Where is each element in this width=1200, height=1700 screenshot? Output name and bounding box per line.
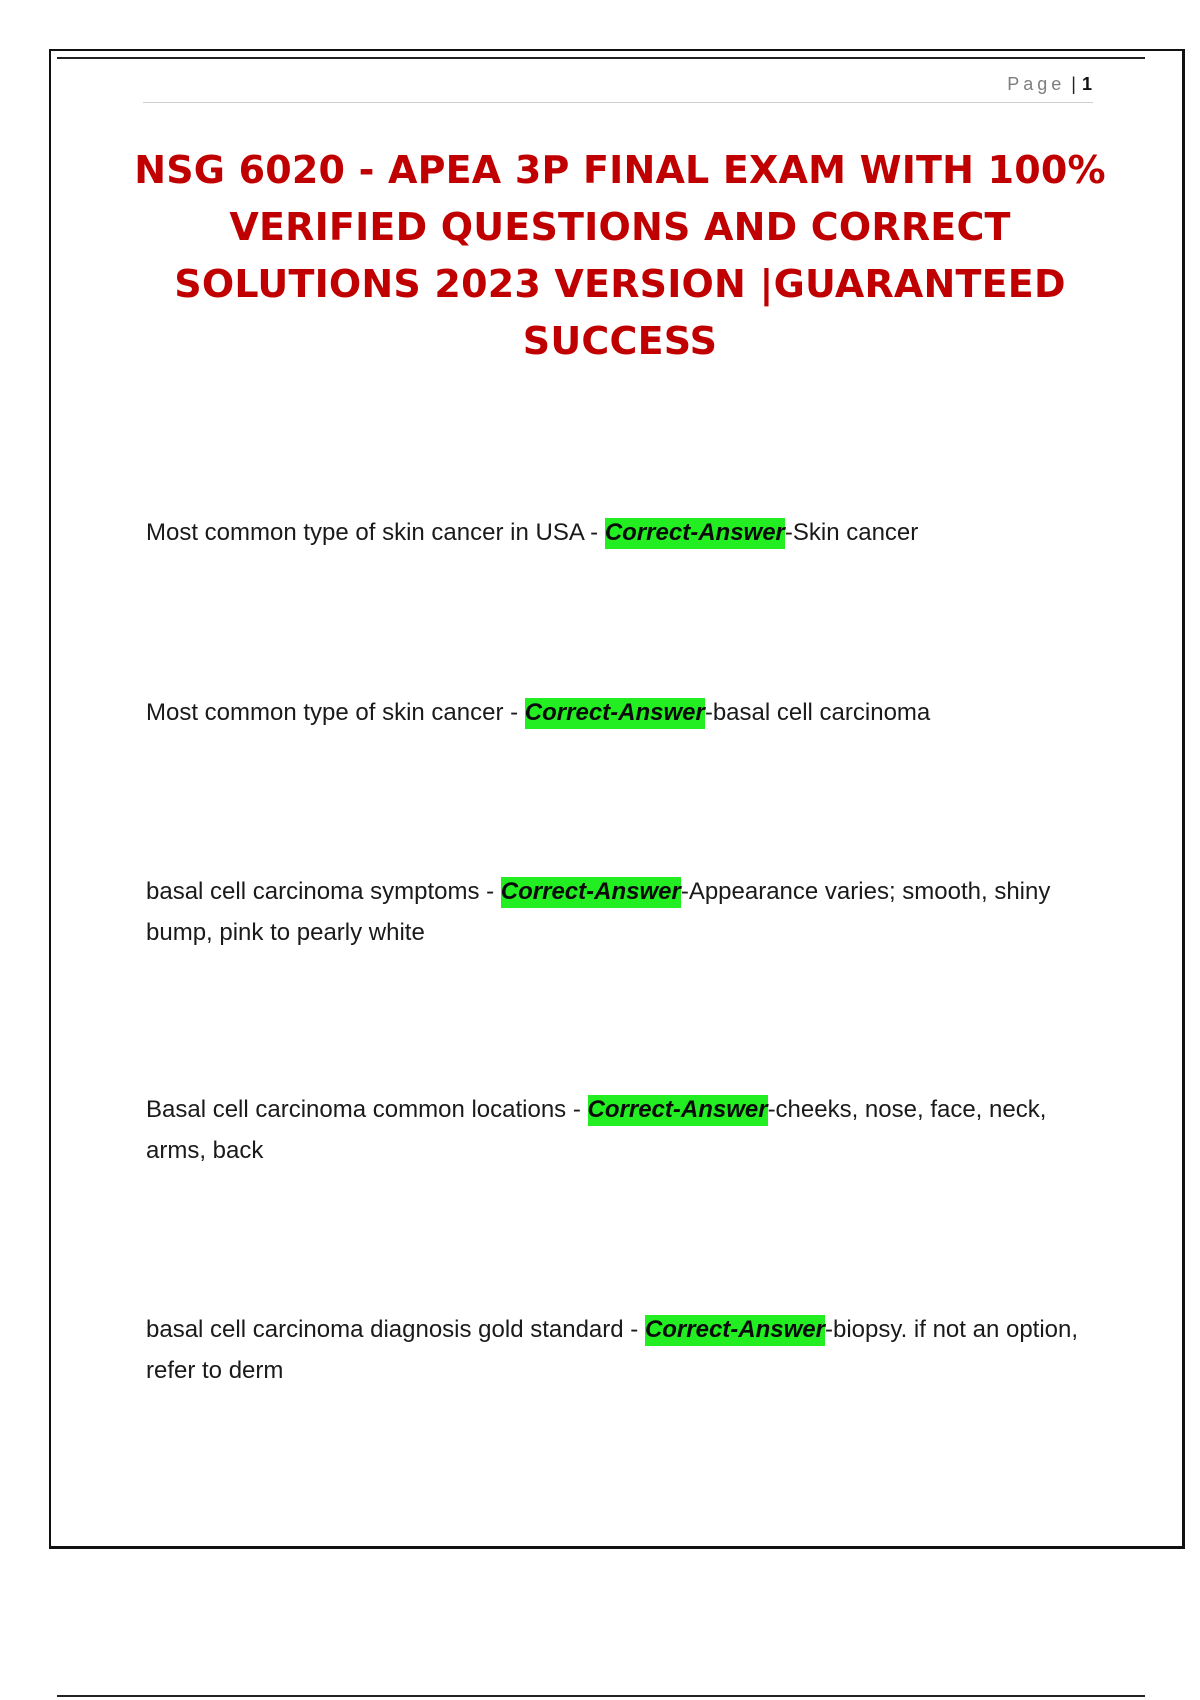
correct-answer-marker: Correct-Answer <box>501 877 681 908</box>
answer-text: -biopsy. if not an option, refer to derm <box>146 1316 1079 1384</box>
answer-text: -Appearance varies; smooth, shiny bump, pink to pearly white <box>146 878 1051 946</box>
correct-answer-marker: Correct-Answer <box>645 1315 825 1346</box>
question-text: basal cell carcinoma diagnosis gold standard - <box>146 1316 645 1343</box>
answer-text: -cheeks, nose, face, neck, arms, back <box>146 1096 1047 1164</box>
page-word: Page <box>1007 74 1066 94</box>
page-separator: | <box>1071 74 1076 94</box>
header-rule <box>143 102 1093 103</box>
correct-answer-marker: Correct-Answer <box>525 698 705 729</box>
question-text: Most common type of skin cancer in USA - <box>146 519 605 546</box>
question-text: Basal cell carcinoma common locations - <box>146 1096 588 1123</box>
page-number: 1 <box>1081 74 1092 94</box>
next-page-top-rule <box>57 1695 1145 1697</box>
question-text: basal cell carcinoma symptoms - <box>146 878 501 905</box>
answer-text: -Skin cancer <box>784 519 919 546</box>
page-number-header <box>1007 74 1092 95</box>
correct-answer-marker: Correct-Answer <box>588 1095 768 1126</box>
top-rule <box>57 57 1145 59</box>
qa-item <box>146 1309 1106 1391</box>
correct-answer-marker: Correct-Answer <box>605 518 785 549</box>
qa-item <box>146 692 1106 733</box>
document-title: NSG 6020 - APEA 3P FINAL EXAM WITH 100% VERIFIED QUESTIONS AND CORRECT SOLUTIONS 2023 VERSION |GUARANTEED SUCCESS <box>134 148 1106 363</box>
question-text: Most common type of skin cancer - <box>146 699 525 726</box>
answer-text: -basal cell carcinoma <box>704 699 931 726</box>
qa-item <box>146 1089 1106 1171</box>
qa-item <box>146 512 1106 553</box>
qa-item <box>146 871 1106 953</box>
